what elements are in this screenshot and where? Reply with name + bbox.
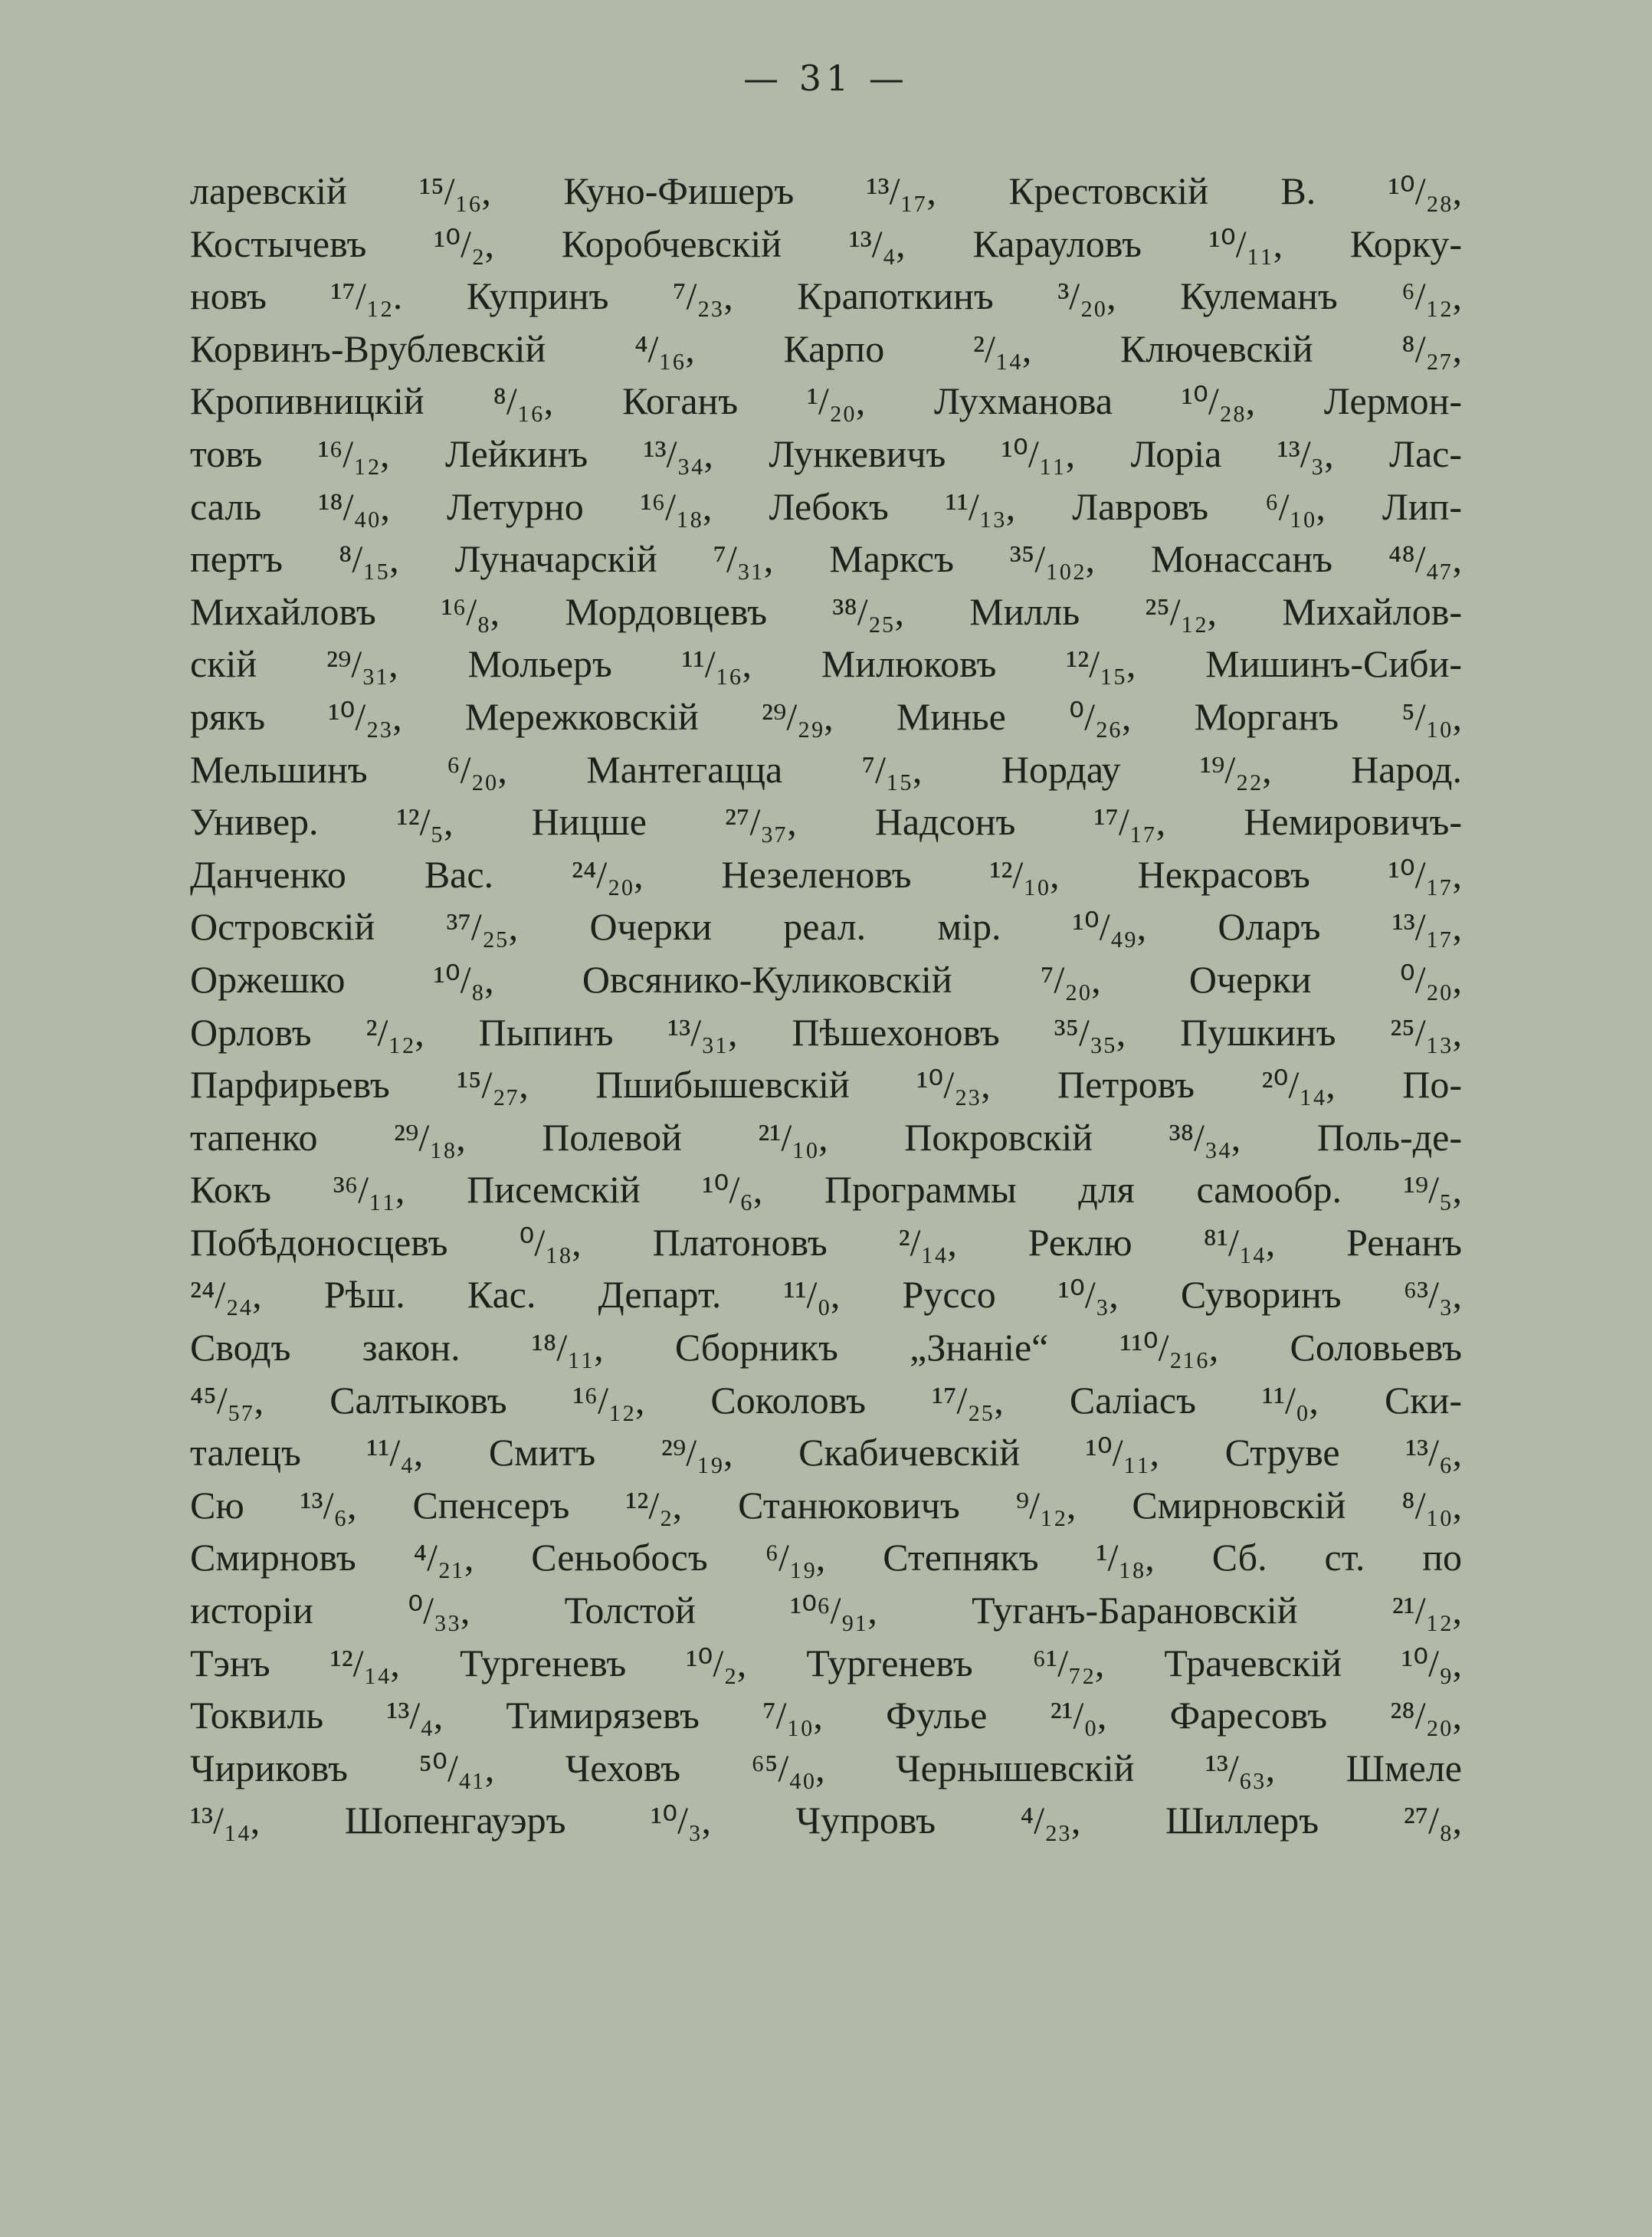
text-line: Данченко Вас. ²⁴/₂₀, Незеленовъ ¹²/₁₀, Некрасовъ ¹⁰/₁₇,: [190, 852, 1462, 896]
text-line: скій ²⁹/₃₁, Мольеръ ¹¹/₁₆, Милюковъ ¹²/₁₅, Мишинъ-Сиби-: [190, 642, 1462, 686]
text-line: ²⁴/₂₄, Рѣш. Кас. Департ. ¹¹/₀, Руссо ¹⁰/₃, Суворинъ ⁶³/₃,: [190, 1273, 1462, 1317]
text-line: Тэнъ ¹²/₁₄, Тургеневъ ¹⁰/₂, Тургеневъ ⁶¹/₇₂, Трачевскій ¹⁰/₉,: [190, 1641, 1462, 1684]
text-line: Островскій ³⁷/₂₅, Очерки реал. мір. ¹⁰/₄₉, Оларъ ¹³/₁₇,: [190, 905, 1462, 949]
page-number: — 31 —: [743, 57, 909, 99]
text-line: пертъ ⁸/₁₅, Луначарскій ⁷/₃₁, Марксъ ³⁵/₁₀₂, Монассанъ ⁴⁸/₄₇,: [190, 537, 1462, 581]
text-line: Побѣдоносцевъ ⁰/₁₈, Платоновъ ²/₁₄, Реклю ⁸¹/₁₄, Ренанъ: [190, 1220, 1462, 1264]
text-line: Костычевъ ¹⁰/₂, Коробчевскій ¹³/₄, Карауловъ ¹⁰/₁₁, Корку-: [190, 221, 1462, 265]
text-line: Смирновъ ⁴/₂₁, Сеньобосъ ⁶/₁₉, Степнякъ ¹/₁₈, Сб. ст. по: [190, 1536, 1462, 1579]
text-line: Парфирьевъ ¹⁵/₂₇, Пшибышевскій ¹⁰/₂₃, Петровъ ²⁰/₁₄, По-: [190, 1063, 1462, 1107]
index-text-block: [190, 165, 1462, 1847]
text-line: Мельшинъ ⁶/₂₀, Мантегацца ⁷/₁₅, Нордау ¹⁹/₂₂, Народ.: [190, 747, 1462, 791]
text-line: Сю ¹³/₆, Спенсеръ ¹²/₂, Станюковичъ ⁹/₁₂, Смирновскій ⁸/₁₀,: [190, 1483, 1462, 1527]
text-line: Токвиль ¹³/₄, Тимирязевъ ⁷/₁₀, Фулье ²¹/₀, Фаресовъ ²⁸/₂₀,: [190, 1694, 1462, 1737]
text-line: Кокъ ³⁶/₁₁, Писемскій ¹⁰/₆, Программы для самообр. ¹⁹/₅,: [190, 1168, 1462, 1212]
text-line: Универ. ¹²/₅, Ницше ²⁷/₃₇, Надсонъ ¹⁷/₁₇, Немировичъ-: [190, 800, 1462, 844]
text-line: Оржешко ¹⁰/₈, Овсянико-Куликовскій ⁷/₂₀, Очерки ⁰/₂₀,: [190, 957, 1462, 1001]
text-line: ларевскій ¹⁵/₁₆, Куно-Фишеръ ¹³/₁₇, Крестовскій В. ¹⁰/₂₈,: [190, 169, 1462, 212]
text-line: Корвинъ-Врублевскій ⁴/₁₆, Карпо ²/₁₄, Ключевскій ⁸/₂₇,: [190, 326, 1462, 370]
text-line: Орловъ ²/₁₂, Пыпинъ ¹³/₃₁, Пѣшехоновъ ³⁵/₃₅, Пушкинъ ²⁵/₁₃,: [190, 1010, 1462, 1054]
text-line: исторіи ⁰/₃₃, Толстой ¹⁰⁶/₉₁, Туганъ-Барановскій ²¹/₁₂,: [190, 1589, 1462, 1632]
text-line: тапенко ²⁹/₁₈, Полевой ²¹/₁₀, Покровскій ³⁸/₃₄, Поль-де-: [190, 1115, 1462, 1159]
text-line: саль ¹⁸/₄₀, Летурно ¹⁶/₁₈, Лебокъ ¹¹/₁₃, Лавровъ ⁶/₁₀, Лип-: [190, 484, 1462, 528]
text-line: товъ ¹⁶/₁₂, Лейкинъ ¹³/₃₄, Лункевичъ ¹⁰/₁₁, Лоріа ¹³/₃, Лас-: [190, 431, 1462, 475]
text-line: ¹³/₁₄, Шопенгауэръ ¹⁰/₃, Чупровъ ⁴/₂₃, Шиллеръ ²⁷/₈,: [190, 1799, 1462, 1842]
text-line: Михайловъ ¹⁶/₈, Мордовцевъ ³⁸/₂₅, Милль ²⁵/₁₂, Михайлов-: [190, 589, 1462, 633]
text-line: ⁴⁵/₅₇, Салтыковъ ¹⁶/₁₂, Соколовъ ¹⁷/₂₅, Саліасъ ¹¹/₀, Ски-: [190, 1378, 1462, 1422]
text-line: Кропивницкій ⁸/₁₆, Коганъ ¹/₂₀, Лухманова ¹⁰/₂₈, Лермон-: [190, 379, 1462, 423]
text-line: рякъ ¹⁰/₂₃, Мережковскій ²⁹/₂₉, Минье ⁰/₂₆, Морганъ ⁵/₁₀,: [190, 694, 1462, 738]
text-line: Сводъ закон. ¹⁸/₁₁, Сборникъ „Знаніе“ ¹¹⁰/₂₁₆, Соловьевъ: [190, 1326, 1462, 1369]
text-line: талецъ ¹¹/₄, Смитъ ²⁹/₁₉, Скабичевскій ¹⁰/₁₁, Струве ¹³/₆,: [190, 1431, 1462, 1474]
text-line: новъ ¹⁷/₁₂. Купринъ ⁷/₂₃, Крапоткинъ ³/₂₀, Кулеманъ ⁶/₁₂,: [190, 274, 1462, 318]
text-line: Чириковъ ⁵⁰/₄₁, Чеховъ ⁶⁵/₄₀, Чернышевскій ¹³/₆₃, Шмеле: [190, 1746, 1462, 1789]
